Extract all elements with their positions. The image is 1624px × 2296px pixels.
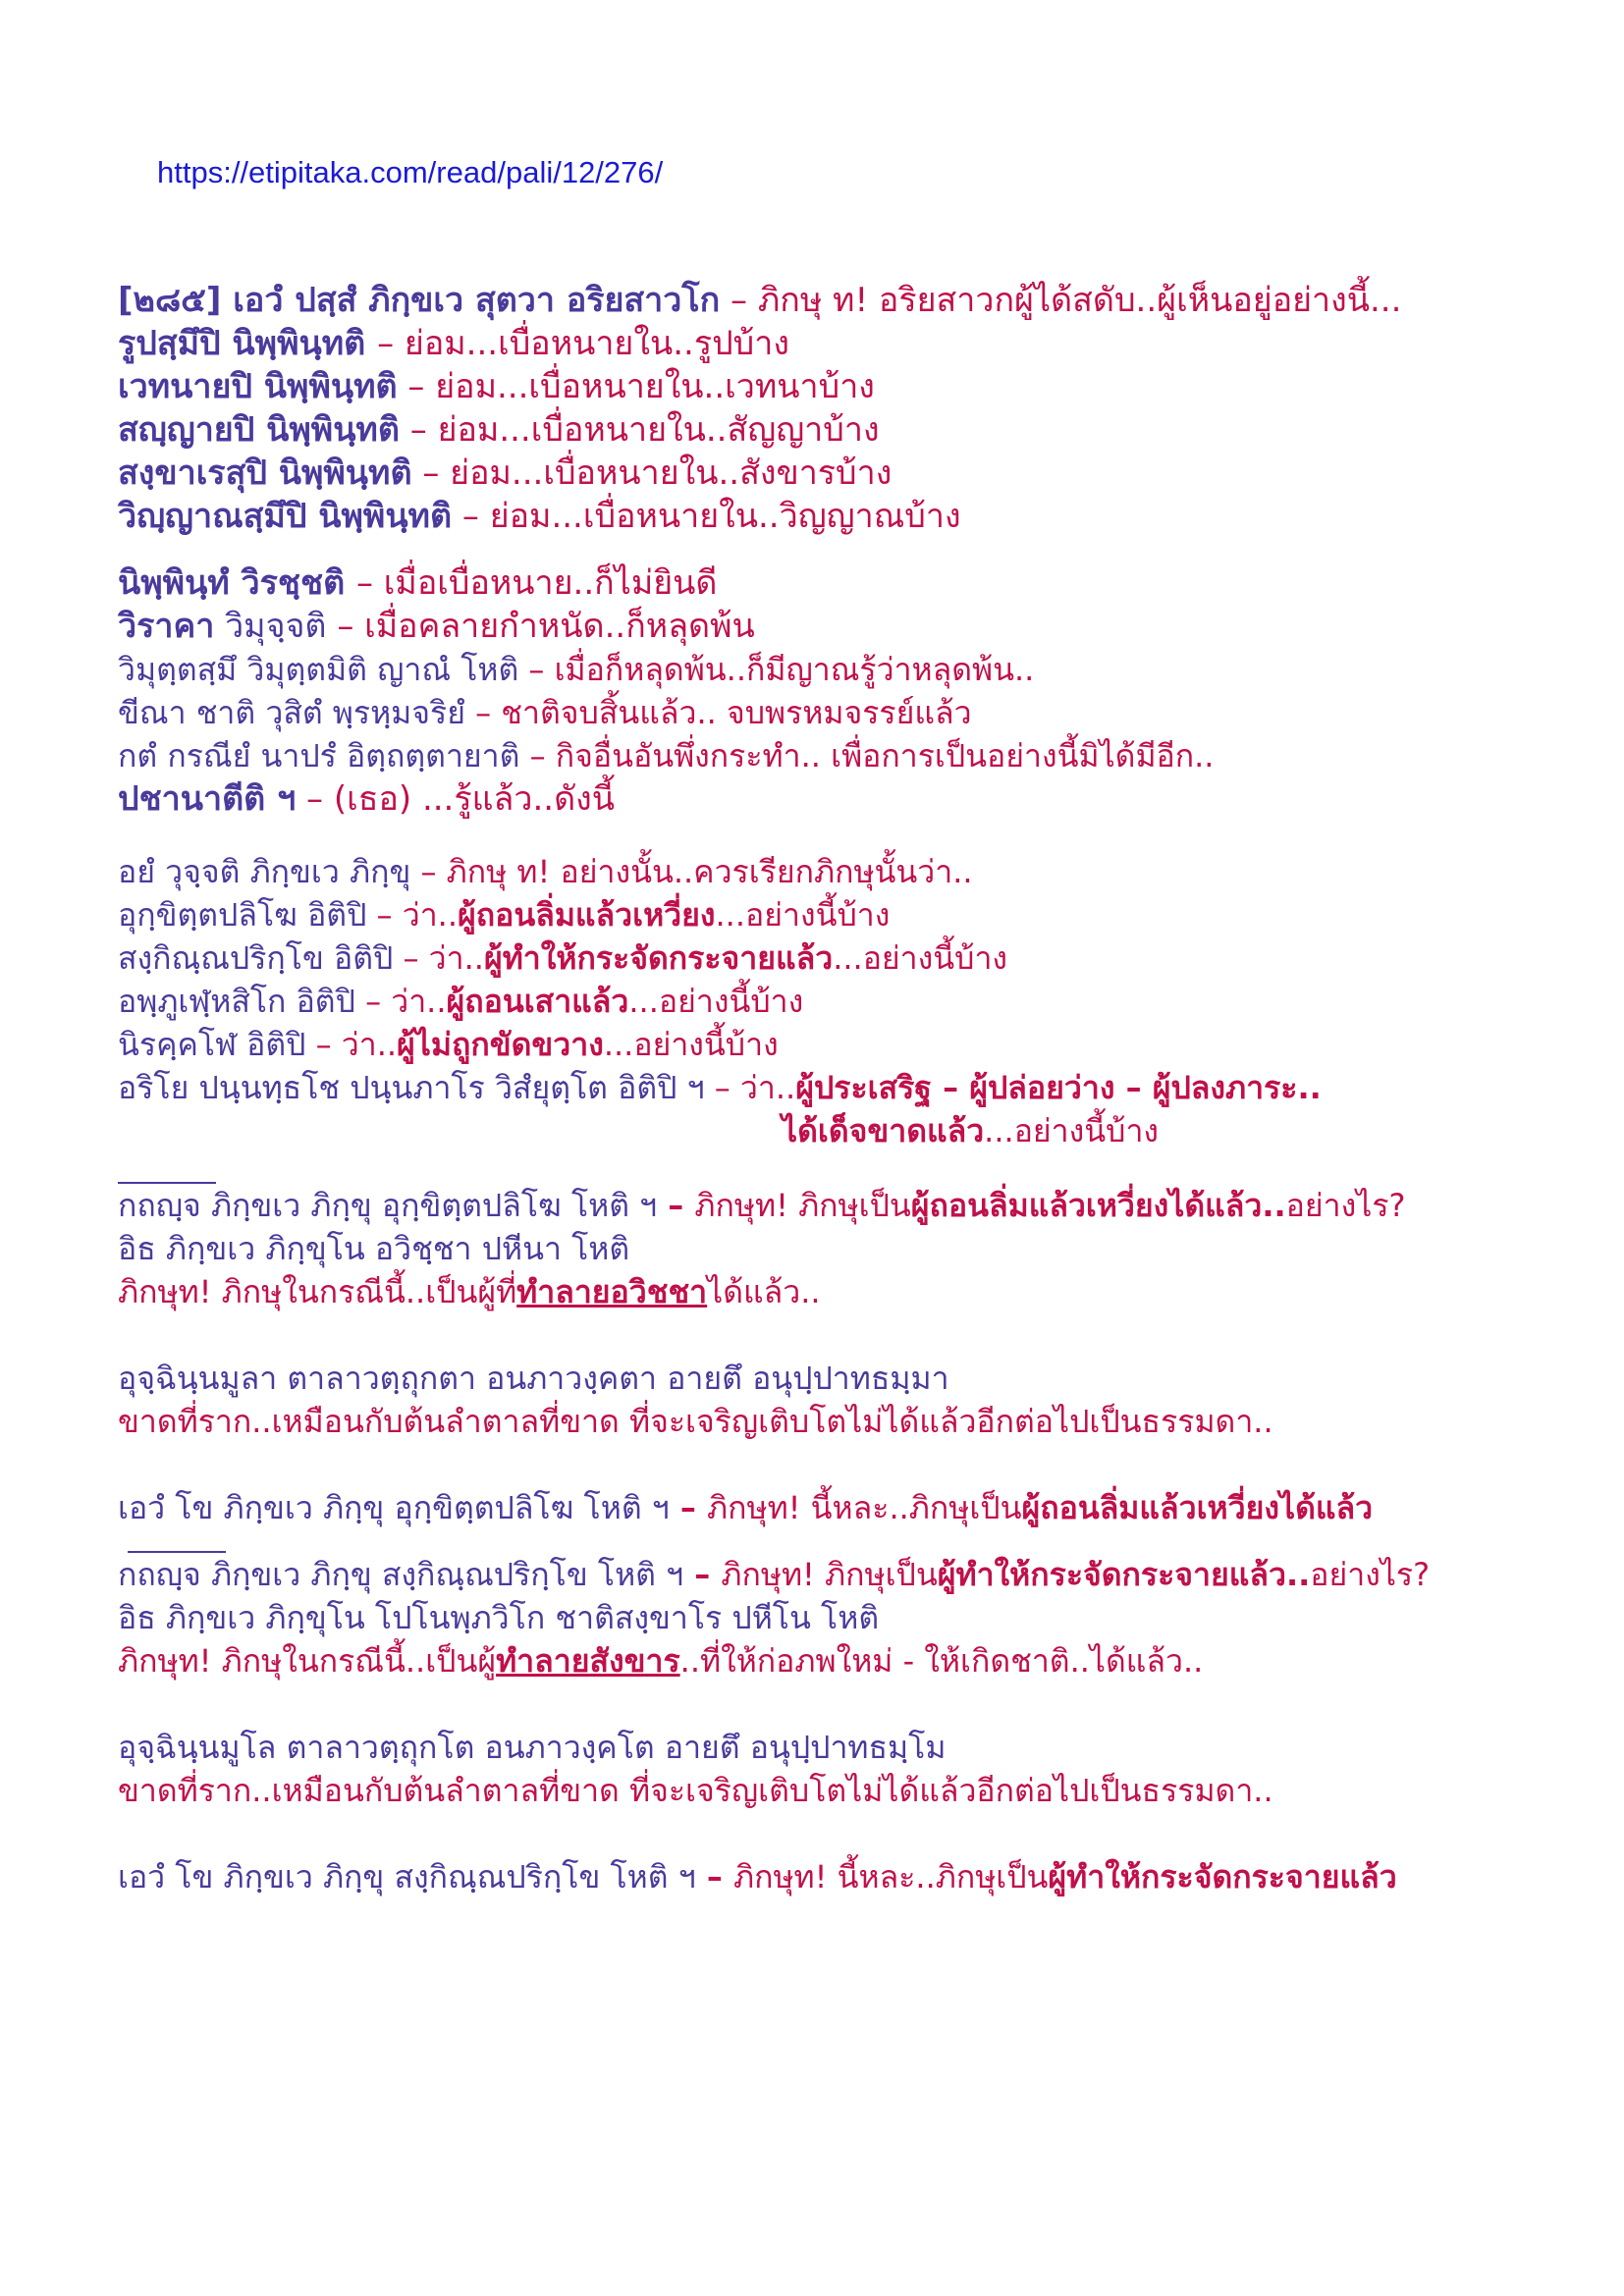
verse-line: เอวํ โข ภิกฺขเว ภิกฺขุ อุกฺขิตฺตปลิโฆ โหติ ฯ – ภิกษุท! นี้หละ..ภิกษุเป็นผู้ถอนลิ่มแล้วเหวี่ยงได้แล้ว (118, 1489, 1374, 1526)
verse-line: รูปสฺมึปิ นิพฺพินฺทติ – ย่อม...เบื่อหนายใน..รูปบ้าง (118, 324, 789, 363)
section-liberation (118, 561, 1571, 821)
section-scattered (118, 1553, 1571, 1898)
verse-line: นิรคฺคโฬ อิติปิ – ว่า..ผู้ไม่ถูกขัดขวาง...อย่างนี้บ้าง (118, 1026, 779, 1063)
verse-line: อุกฺขิตฺตปลิโฆ อิติปิ – ว่า..ผู้ถอนลิ่มแล้วเหวี่ยง...อย่างนี้บ้าง (118, 896, 891, 934)
verse-line: สงฺขาเรสุปิ นิพฺพินฺทติ – ย่อม...เบื่อหนายใน..สังขารบ้าง (118, 454, 893, 493)
verse-line: กถญฺจ ภิกฺขเว ภิกฺขุ อุกฺขิตฺตปลิโฆ โหติ ฯ – ภิกษุท! ภิกษุเป็นผู้ถอนลิ่มแล้วเหวี่ยงได้แล้ว..อย่างไร? (118, 1187, 1406, 1224)
verse-line: อพฺภูเฬฺหสิโก อิติปิ – ว่า..ผู้ถอนเสาแล้ว...อย่างนี้บ้าง (118, 983, 804, 1020)
verse-line: ขาดที่ราก..เหมือนกับต้นลำตาลที่ขาด ที่จะเจริญเติบโตไม่ได้แล้วอีกต่อไปเป็นธรรมดา.. (118, 1403, 1273, 1440)
verse-line: อิธ ภิกฺขเว ภิกฺขุโน อวิชฺชา ปหีนา โหติ (118, 1230, 630, 1267)
source-link[interactable]: https://etipitaka.com/read/pali/12/276/ (157, 155, 664, 189)
verse-line: เวทนายปิ นิพฺพินฺทติ – ย่อม...เบื่อหนายใน..เวทนาบ้าง (118, 367, 875, 406)
verse-line: ขีณา ชาติ วุสิตํ พฺรหฺมจริยํ – ชาติจบสิ้นแล้ว.. จบพรหมจรรย์แล้ว (118, 694, 972, 731)
section-uprooted-bar (118, 1184, 1571, 1529)
verse-line: วิญฺญาณสฺมึปิ นิพฺพินฺทติ – ย่อม...เบื่อหนายใน..วิญญาณบ้าง (118, 497, 961, 536)
verse-line: ได้เด็จขาดแล้ว...อย่างนี้บ้าง (782, 1112, 1160, 1149)
verse-line: วิราคา วิมุจฺจติ – เมื่อคลายกำหนัด..ก็หลุดพ้น (118, 607, 755, 646)
verse-line: อยํ วุจฺจติ ภิกฺขเว ภิกฺขุ – ภิกษุ ท! อย่างนั้น..ควรเรียกภิกษุนั้นว่า.. (118, 853, 973, 890)
verse-line: สญฺญายปิ นิพฺพินฺทติ – ย่อม...เบื่อหนายใน..สัญญาบ้าง (118, 410, 880, 450)
verse-line: วิมุตฺตสฺมึ วิมุตฺตมิติ ญาณํ โหติ – เมื่อก็หลุดพ้น..ก็มีญาณรู้ว่าหลุดพ้น.. (118, 651, 1035, 688)
verse-line: [๒๘๕] เอวํ ปสฺสํ ภิกฺขเว สุตวา อริยสาวโก – ภิกษุ ท! อริยสาวกผู้ได้สดับ..ผู้เห็นอยู่อย่างนี้... (118, 281, 1402, 320)
verse-line: อิธ ภิกฺขเว ภิกฺขุโน โปโนพฺภวิโก ชาติสงฺขาโร ปหีโน โหติ (118, 1599, 880, 1636)
verse-line: อุจฺฉินฺนมูลา ตาลาวตฺถุกตา อนภาวงฺคตา อายตึ อนุปฺปาทธมฺมา (118, 1360, 949, 1397)
verse-line: ภิกษุท! ภิกษุในกรณีนี้..เป็นผู้ทำลายสังขาร..ที่ให้ก่อภพใหม่ - ให้เกิดชาติ..ได้แล้ว.. (118, 1642, 1204, 1680)
verse-line: กตํ กรณียํ นาปรํ อิตฺถตฺตายาติ – กิจอื่นอันพึ่งกระทำ.. เพื่อการเป็นอย่างนี้มิได้มีอีก.. (118, 737, 1215, 774)
verse-line: นิพฺพินฺทํ วิรชฺชติ – เมื่อเบื่อหนาย..ก็ไม่ยินดี (118, 563, 718, 603)
section-epithets (118, 850, 1571, 1152)
verse-line: สงฺกิณฺณปริกฺโข อิติปิ – ว่า..ผู้ทำให้กระจัดกระจายแล้ว...อย่างนี้บ้าง (118, 939, 1008, 977)
verse-line: เอวํ โข ภิกฺขเว ภิกฺขุ สงฺกิณฺณปริกฺโข โหติ ฯ – ภิกษุท! นี้หละ..ภิกษุเป็นผู้ทำให้กระจัดกระจายแล้ว (118, 1858, 1397, 1896)
verse-line: อริโย ปนฺนทฺธโช ปนฺนภาโร วิสํยุตฺโต อิติปิ ฯ – ว่า..ผู้ประเสริฐ – ผู้ปล่อยว่าง – ผู้ปลงภาระ.. (118, 1069, 1322, 1106)
section-intro (118, 279, 1571, 538)
verse-line: ภิกษุท! ภิกษุในกรณีนี้..เป็นผู้ที่ทำลายอวิชชาได้แล้ว.. (118, 1273, 821, 1310)
verse-line: ปชานาตีติ ฯ – (เธอ) ...รู้แล้ว..ดังนี้ (118, 779, 616, 819)
verse-line: ขาดที่ราก..เหมือนกับต้นลำตาลที่ขาด ที่จะเจริญเติบโตไม่ได้แล้วอีกต่อไปเป็นธรรมดา.. (118, 1772, 1273, 1809)
verse-line: อุจฺฉินฺนมูโล ตาลาวตฺถุกโต อนภาวงฺคโต อายตึ อนุปฺปาทธมฺโม (118, 1729, 947, 1766)
verse-line: กถญฺจ ภิกฺขเว ภิกฺขุ สงฺกิณฺณปริกฺโข โหติ ฯ – ภิกษุท! ภิกษุเป็นผู้ทำให้กระจัดกระจายแล้ว..อย่างไร? (118, 1556, 1431, 1593)
